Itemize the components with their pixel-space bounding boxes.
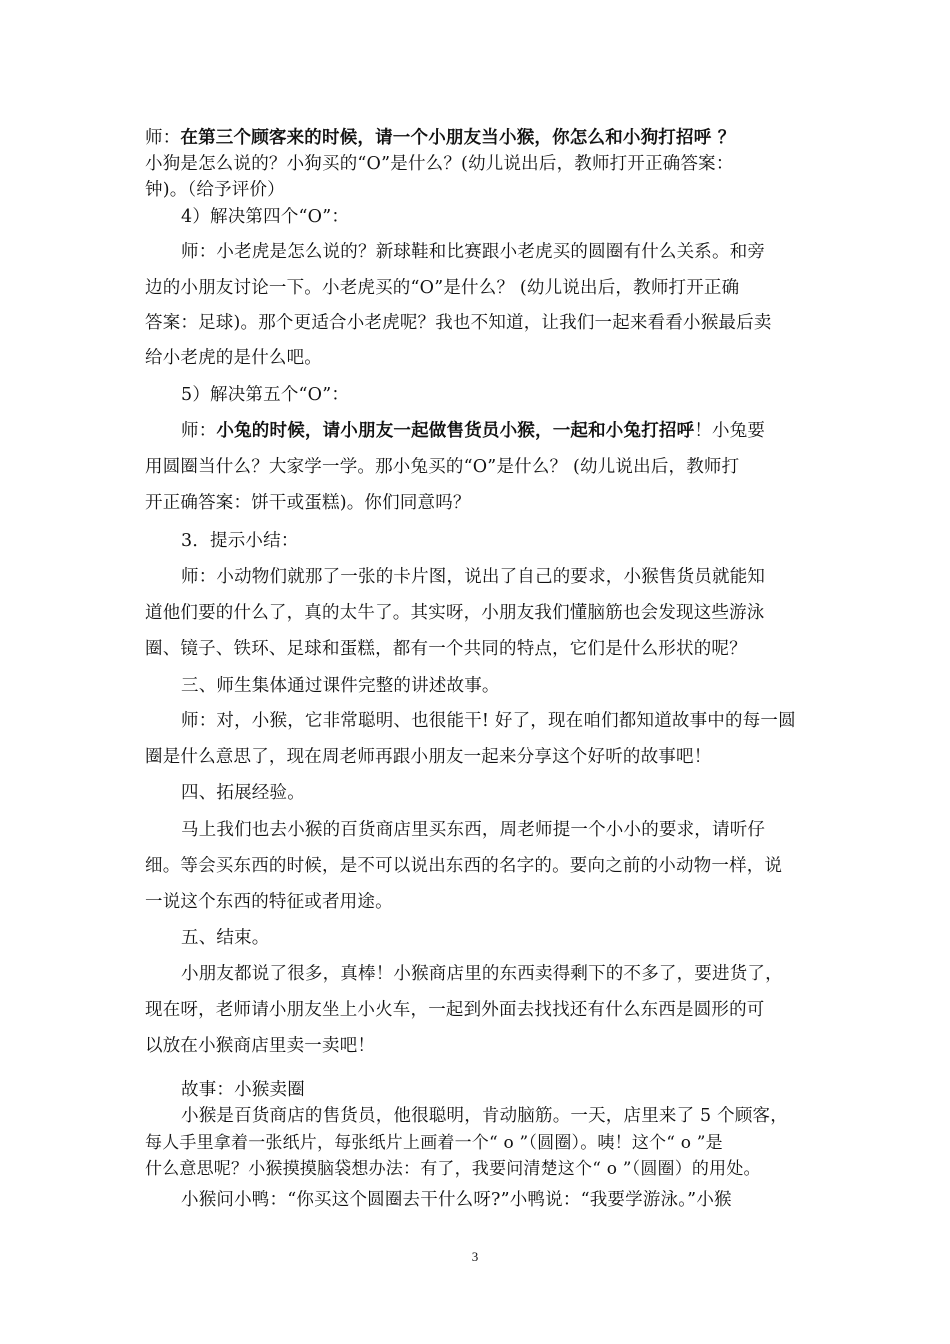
text-line bbox=[145, 1032, 815, 1057]
text-segment: 答案：足球)。那个更适合小老虎呢？我也不知道，让我们一起来看看小猴最后卖 bbox=[145, 313, 772, 333]
text-line bbox=[181, 381, 815, 406]
text-segment: 每人手里拿着一张纸片，每张纸片上画着一个“ o ”（圆圈）。咦！这个“ o ”是 bbox=[145, 1133, 723, 1153]
text-line bbox=[181, 1102, 815, 1127]
text-line bbox=[181, 238, 815, 263]
text-segment: ！小兔要 bbox=[694, 421, 766, 441]
text-line bbox=[181, 707, 815, 732]
text-segment: 开正确答案：饼干或蛋糕)。你们同意吗？ bbox=[145, 493, 471, 513]
text-line bbox=[181, 1076, 815, 1101]
text-line bbox=[145, 309, 815, 334]
text-segment: 钟)。（给予评价） bbox=[145, 180, 285, 200]
text-segment: 四、拓展经验。 bbox=[181, 783, 305, 803]
text-line bbox=[145, 489, 815, 514]
text-segment: 边的小朋友讨论一下。小老虎买的“O”是什么？ (幼儿说出后，教师打开正确 bbox=[145, 278, 740, 298]
text-segment: 细。等会买东西的时候，是不可以说出东西的名字的。要向之前的小动物一样，说 bbox=[145, 856, 783, 876]
text-segment: 师：对，小猴，它非常聪明、也很能干! 好了，现在咱们都知道故事中的每一圆 bbox=[181, 711, 796, 731]
text-line bbox=[145, 599, 815, 624]
text-segment: 用圆圈当什么？大家学一学。那小兔买的“O”是什么？ (幼儿说出后，教师打 bbox=[145, 457, 740, 477]
text-line bbox=[181, 816, 815, 841]
text-segment: 一说这个东西的特征或者用途。 bbox=[145, 892, 393, 912]
text-line bbox=[181, 960, 815, 985]
text-segment: 师： bbox=[145, 128, 181, 148]
text-segment: 现在呀，老师请小朋友坐上小火车，一起到外面去找找还有什么东西是圆形的可 bbox=[145, 1000, 765, 1020]
text-segment: 师：小动物们就那了一张的卡片图，说出了自己的要求，小猴售货员就能知 bbox=[181, 567, 766, 587]
text-line bbox=[181, 779, 815, 804]
text-line bbox=[145, 888, 815, 913]
text-line bbox=[181, 563, 815, 588]
text-segment: 小猴问小鸭：“你买这个圆圈去干什么呀?”小鸭说：“我要学游泳。”小猴 bbox=[181, 1190, 732, 1210]
text-line bbox=[181, 203, 815, 228]
text-line bbox=[145, 1154, 815, 1179]
text-segment: 小猴是百货商店的售货员，他很聪明，肯动脑筋。一天，店里来了 5 个顾客， bbox=[181, 1106, 788, 1126]
text-segment: 师： bbox=[181, 421, 217, 441]
text-segment: 4）解决第四个“O”： bbox=[181, 207, 350, 227]
text-segment: 三、师生集体通过课件完整的讲述故事。 bbox=[181, 676, 500, 696]
bold-text: 在第三个顾客来的时候，请一个小朋友当小猴，你怎么和小狗打招呼 ？ bbox=[180, 128, 736, 148]
text-line bbox=[181, 1186, 815, 1211]
text-line bbox=[145, 852, 815, 877]
text-segment: 3．提示小结： bbox=[181, 531, 299, 551]
text-line bbox=[145, 344, 815, 369]
text-segment: 故事：小猴卖圈 bbox=[181, 1080, 305, 1100]
text-segment: 什么意思呢？小猴摸摸脑袋想办法：有了，我要问清楚这个“ o ”（圆圈）的用处。 bbox=[145, 1159, 761, 1179]
text-segment: 师：小老虎是怎么说的？新球鞋和比赛跟小老虎买的圆圈有什么关系。和旁 bbox=[181, 242, 766, 262]
text-line bbox=[145, 124, 815, 149]
text-segment: 小朋友都说了很多，真棒！小猴商店里的东西卖得剩下的不多了，要进货了， bbox=[181, 964, 783, 984]
text-line bbox=[145, 635, 815, 660]
text-line bbox=[181, 417, 815, 442]
text-line bbox=[145, 743, 815, 768]
text-line bbox=[181, 672, 815, 697]
text-segment: 五、结束。 bbox=[181, 928, 270, 948]
text-line bbox=[145, 996, 815, 1021]
text-line bbox=[181, 527, 815, 552]
text-segment: 圈、镜子、铁环、足球和蛋糕，都有一个共同的特点，它们是什么形状的呢？ bbox=[145, 639, 747, 659]
bold-text: 小兔的时候，请小朋友一起做售货员小猴，一起和小兔打招呼 bbox=[216, 421, 695, 441]
text-line bbox=[145, 150, 815, 175]
text-line bbox=[181, 924, 815, 949]
text-segment: 以放在小猴商店里卖一卖吧！ bbox=[145, 1036, 376, 1056]
text-segment: 小狗是怎么说的？小狗买的“O”是什么？(幼儿说出后，教师打开正确答案： bbox=[145, 154, 734, 174]
page-number: 3 bbox=[471, 1249, 479, 1264]
text-segment: 马上我们也去小猴的百货商店里买东西，周老师提一个小小的要求，请听仔 bbox=[181, 820, 766, 840]
text-segment: 道他们要的什么了，真的太牛了。其实呀，小朋友我们懂脑筋也会发现这些游泳 bbox=[145, 603, 765, 623]
text-line bbox=[145, 1128, 815, 1153]
text-segment: 给小老虎的是什么吧。 bbox=[145, 348, 322, 368]
text-line bbox=[145, 274, 815, 299]
text-segment: 5）解决第五个“O”： bbox=[181, 385, 350, 405]
text-segment: 圈是什么意思了，现在周老师再跟小朋友一起来分享这个好听的故事吧！ bbox=[145, 747, 712, 767]
text-line bbox=[145, 176, 815, 201]
text-line bbox=[145, 453, 815, 478]
